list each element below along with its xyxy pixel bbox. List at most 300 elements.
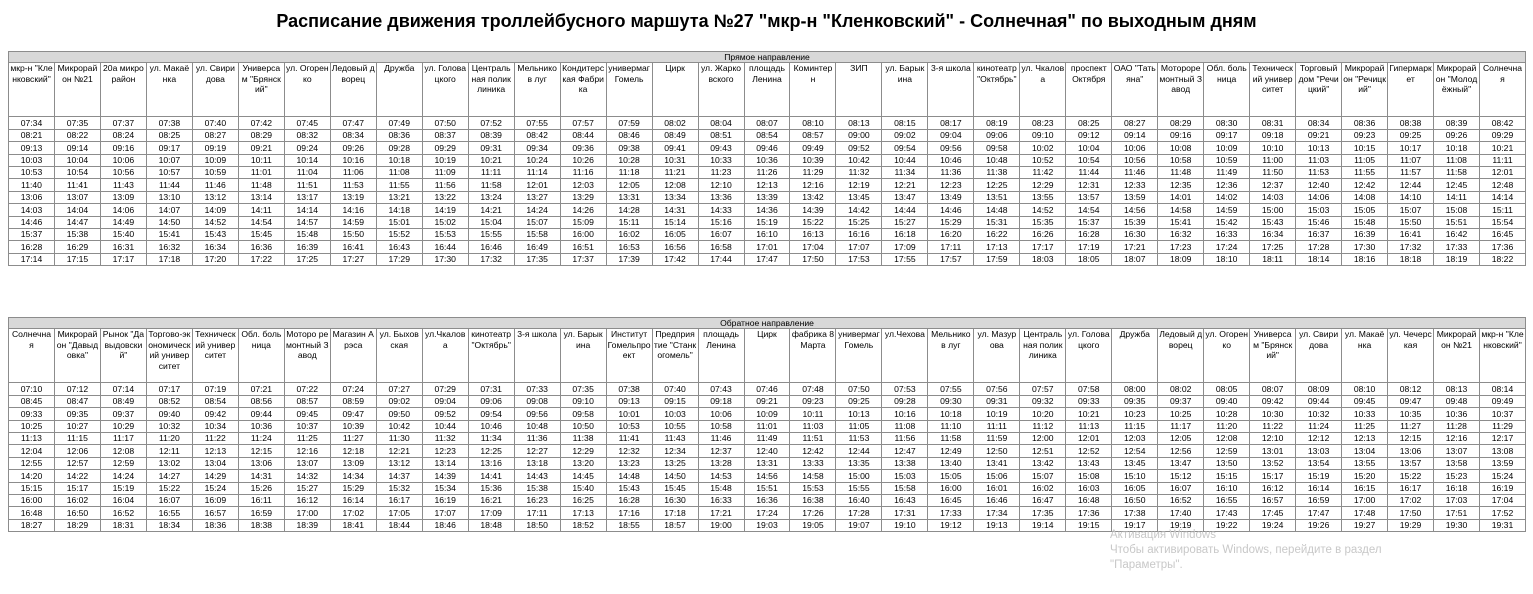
time-cell: 17:03 [1434, 494, 1480, 506]
time-cell: 12:06 [54, 445, 100, 457]
time-cell: 15:50 [1388, 216, 1434, 228]
time-cell: 14:29 [192, 470, 238, 482]
time-cell: 15:20 [1342, 470, 1388, 482]
time-cell: 13:47 [882, 191, 928, 203]
time-cell: 13:59 [1480, 457, 1526, 469]
time-cell: 16:22 [974, 228, 1020, 240]
timetable-row [9, 204, 1526, 216]
time-cell: 17:50 [1388, 507, 1434, 519]
time-cell: 12:21 [882, 179, 928, 191]
time-cell: 09:25 [1388, 129, 1434, 141]
time-cell: 09:16 [1158, 129, 1204, 141]
time-cell: 07:59 [606, 117, 652, 129]
time-cell: 08:19 [974, 117, 1020, 129]
time-cell: 07:55 [514, 117, 560, 129]
backward-stops-row [9, 329, 1526, 383]
stop-name: ул. Огоренко [1204, 329, 1250, 383]
time-cell: 17:47 [1296, 507, 1342, 519]
stop-name: ул. Мазурова [974, 329, 1020, 383]
backward-timetable [8, 317, 1526, 532]
time-cell: 16:58 [698, 241, 744, 253]
stop-name: ул. Быховская [376, 329, 422, 383]
time-cell: 17:53 [836, 253, 882, 265]
time-cell: 16:02 [1020, 482, 1066, 494]
time-cell: 15:22 [146, 482, 192, 494]
timetable-row [9, 507, 1526, 519]
time-cell: 11:10 [928, 420, 974, 432]
time-cell: 11:38 [560, 432, 606, 444]
stop-name: ул. Барыкина [560, 329, 606, 383]
time-cell: 10:10 [1250, 142, 1296, 154]
time-cell: 16:45 [1480, 228, 1526, 240]
time-cell: 17:47 [744, 253, 790, 265]
time-cell: 13:23 [606, 457, 652, 469]
time-cell: 10:03 [9, 154, 55, 166]
stop-name: Цирк [744, 329, 790, 383]
time-cell: 10:58 [1158, 154, 1204, 166]
time-cell: 07:50 [422, 117, 468, 129]
time-cell: 12:27 [514, 445, 560, 457]
time-cell: 17:33 [928, 507, 974, 519]
time-cell: 14:09 [192, 204, 238, 216]
time-cell: 11:08 [376, 166, 422, 178]
time-cell: 14:03 [9, 204, 55, 216]
time-cell: 16:49 [514, 241, 560, 253]
time-cell: 17:28 [836, 507, 882, 519]
time-cell: 09:54 [468, 408, 514, 420]
stop-name: Ледовый дворец [330, 63, 376, 117]
time-cell: 14:14 [284, 204, 330, 216]
time-cell: 11:06 [330, 166, 376, 178]
time-cell: 11:34 [468, 432, 514, 444]
time-cell: 12:34 [652, 445, 698, 457]
time-cell: 16:12 [284, 494, 330, 506]
time-cell: 16:30 [1112, 228, 1158, 240]
time-cell: 16:59 [1296, 494, 1342, 506]
time-cell: 11:20 [1204, 420, 1250, 432]
time-cell: 16:16 [836, 228, 882, 240]
stop-name: Универсам "Брянский" [238, 63, 284, 117]
time-cell: 16:10 [744, 228, 790, 240]
time-cell: 08:38 [1388, 117, 1434, 129]
time-cell: 10:33 [1342, 408, 1388, 420]
time-cell: 08:00 [1112, 383, 1158, 395]
time-cell: 07:31 [468, 383, 514, 395]
time-cell: 09:21 [1296, 129, 1342, 141]
time-cell: 11:36 [928, 166, 974, 178]
time-cell: 11:46 [1112, 166, 1158, 178]
time-cell: 09:48 [1434, 395, 1480, 407]
time-cell: 19:13 [974, 519, 1020, 531]
time-cell: 09:29 [422, 142, 468, 154]
time-cell: 09:14 [1112, 129, 1158, 141]
time-cell: 17:01 [744, 241, 790, 253]
time-cell: 15:48 [284, 228, 330, 240]
time-cell: 14:31 [238, 470, 284, 482]
time-cell: 14:53 [698, 470, 744, 482]
time-cell: 15:15 [1204, 470, 1250, 482]
stop-name: мкр-н "Кленковский" [9, 63, 55, 117]
time-cell: 10:37 [284, 420, 330, 432]
time-cell: 15:39 [1112, 216, 1158, 228]
time-cell: 15:48 [1342, 216, 1388, 228]
time-cell: 16:53 [606, 241, 652, 253]
time-cell: 17:09 [882, 241, 928, 253]
time-cell: 12:03 [1112, 432, 1158, 444]
time-cell: 12:29 [560, 445, 606, 457]
time-cell: 10:13 [836, 408, 882, 420]
time-cell: 14:49 [100, 216, 146, 228]
time-cell: 15:25 [836, 216, 882, 228]
time-cell: 12:18 [330, 445, 376, 457]
time-cell: 11:44 [1066, 166, 1112, 178]
time-cell: 12:44 [836, 445, 882, 457]
time-cell: 17:13 [974, 241, 1020, 253]
stop-name: Микрорайон №21 [54, 63, 100, 117]
time-cell: 14:44 [882, 204, 928, 216]
time-cell: 08:29 [238, 129, 284, 141]
time-cell: 09:29 [1480, 129, 1526, 141]
time-cell: 07:57 [560, 117, 606, 129]
timetable-row [9, 383, 1526, 395]
time-cell: 08:30 [1204, 117, 1250, 129]
time-cell: 13:04 [1342, 445, 1388, 457]
time-cell: 09:45 [284, 408, 330, 420]
time-cell: 09:21 [744, 395, 790, 407]
time-cell: 16:43 [376, 241, 422, 253]
time-cell: 13:57 [1066, 191, 1112, 203]
time-cell: 09:31 [974, 395, 1020, 407]
time-cell: 07:35 [54, 117, 100, 129]
time-cell: 11:36 [514, 432, 560, 444]
timetable-row [9, 408, 1526, 420]
timetable-row [9, 457, 1526, 469]
time-cell: 13:36 [698, 191, 744, 203]
time-cell: 16:42 [1434, 228, 1480, 240]
time-cell: 13:59 [1112, 191, 1158, 203]
time-cell: 11:03 [1296, 154, 1342, 166]
time-cell: 08:12 [1388, 383, 1434, 395]
time-cell: 13:45 [1112, 457, 1158, 469]
time-cell: 19:00 [698, 519, 744, 531]
stop-name: Микрорайон "Молодёжный" [1434, 63, 1480, 117]
time-cell: 10:28 [606, 154, 652, 166]
time-cell: 12:37 [698, 445, 744, 457]
time-cell: 10:16 [330, 154, 376, 166]
time-cell: 10:31 [652, 154, 698, 166]
time-cell: 15:14 [652, 216, 698, 228]
time-cell: 09:06 [468, 395, 514, 407]
time-cell: 14:56 [1112, 204, 1158, 216]
time-cell: 12:16 [790, 179, 836, 191]
time-cell: 16:59 [238, 507, 284, 519]
time-cell: 17:23 [1158, 241, 1204, 253]
time-cell: 15:32 [376, 482, 422, 494]
time-cell: 11:32 [836, 166, 882, 178]
time-cell: 14:21 [468, 204, 514, 216]
time-cell: 08:22 [54, 129, 100, 141]
time-cell: 17:44 [698, 253, 744, 265]
time-cell: 13:31 [744, 457, 790, 469]
time-cell: 08:46 [606, 129, 652, 141]
time-cell: 16:00 [560, 228, 606, 240]
time-cell: 12:17 [1480, 432, 1526, 444]
time-cell: 12:01 [1480, 166, 1526, 178]
time-cell: 13:28 [698, 457, 744, 469]
time-cell: 08:07 [744, 117, 790, 129]
time-cell: 15:41 [146, 228, 192, 240]
time-cell: 12:51 [1020, 445, 1066, 457]
time-cell: 11:11 [468, 166, 514, 178]
timetable-row [9, 241, 1526, 253]
time-cell: 17:20 [192, 253, 238, 265]
time-cell: 19:22 [1204, 519, 1250, 531]
time-cell: 11:29 [1480, 420, 1526, 432]
time-cell: 15:12 [1158, 470, 1204, 482]
time-cell: 10:11 [238, 154, 284, 166]
time-cell: 16:23 [514, 494, 560, 506]
time-cell: 16:33 [698, 494, 744, 506]
backward-heading: Обратное направление [9, 318, 1526, 329]
timetable-row [9, 445, 1526, 457]
time-cell: 14:52 [1020, 204, 1066, 216]
time-cell: 14:45 [560, 470, 606, 482]
time-cell: 13:25 [652, 457, 698, 469]
time-cell: 11:53 [330, 179, 376, 191]
watermark-line-3: "Параметры". [1110, 559, 1183, 571]
time-cell: 13:07 [1434, 445, 1480, 457]
time-cell: 08:44 [560, 129, 606, 141]
time-cell: 17:25 [284, 253, 330, 265]
time-cell: 09:02 [376, 395, 422, 407]
time-cell: 09:47 [330, 408, 376, 420]
time-cell: 10:42 [376, 420, 422, 432]
timetable-row [9, 216, 1526, 228]
time-cell: 08:25 [146, 129, 192, 141]
timetable-row [9, 191, 1526, 203]
time-cell: 09:42 [192, 408, 238, 420]
time-cell: 13:14 [422, 457, 468, 469]
stop-name: Рынок "Давыдовский" [100, 329, 146, 383]
time-cell: 09:37 [1158, 395, 1204, 407]
time-cell: 16:39 [1342, 228, 1388, 240]
time-cell: 08:10 [1342, 383, 1388, 395]
time-cell: 14:58 [1158, 204, 1204, 216]
time-cell: 14:42 [836, 204, 882, 216]
time-cell: 14:50 [652, 470, 698, 482]
timetable-row [9, 395, 1526, 407]
time-cell: 09:40 [1204, 395, 1250, 407]
time-cell: 11:05 [1342, 154, 1388, 166]
stop-name: Торгово-экономический университет [146, 329, 192, 383]
time-cell: 16:57 [192, 507, 238, 519]
time-cell: 16:19 [422, 494, 468, 506]
time-cell: 11:15 [54, 432, 100, 444]
time-cell: 14:54 [238, 216, 284, 228]
time-cell: 11:18 [606, 166, 652, 178]
time-cell: 11:41 [54, 179, 100, 191]
time-cell: 10:56 [1112, 154, 1158, 166]
stop-name: 3-я школа [928, 63, 974, 117]
time-cell: 13:49 [928, 191, 974, 203]
time-cell: 12:59 [1204, 445, 1250, 457]
time-cell: 11:04 [284, 166, 330, 178]
time-cell: 12:37 [1250, 179, 1296, 191]
stop-name: Микрорайон №21 [1434, 329, 1480, 383]
time-cell: 13:08 [1480, 445, 1526, 457]
time-cell: 09:00 [836, 129, 882, 141]
time-cell: 15:34 [422, 482, 468, 494]
time-cell: 17:16 [606, 507, 652, 519]
time-cell: 13:43 [1066, 457, 1112, 469]
time-cell: 14:58 [790, 470, 836, 482]
time-cell: 16:32 [1158, 228, 1204, 240]
stop-name: Технический университет [1250, 63, 1296, 117]
time-cell: 13:18 [514, 457, 560, 469]
time-cell: 10:46 [468, 420, 514, 432]
time-cell: 12:25 [468, 445, 514, 457]
time-cell: 13:20 [560, 457, 606, 469]
time-cell: 10:04 [1066, 142, 1112, 154]
time-cell: 19:14 [1020, 519, 1066, 531]
time-cell: 07:34 [9, 117, 55, 129]
time-cell: 10:42 [836, 154, 882, 166]
time-cell: 15:05 [1342, 204, 1388, 216]
time-cell: 15:53 [422, 228, 468, 240]
time-cell: 18:05 [1066, 253, 1112, 265]
time-cell: 11:48 [238, 179, 284, 191]
time-cell: 16:45 [928, 494, 974, 506]
time-cell: 10:21 [1480, 142, 1526, 154]
time-cell: 14:16 [330, 204, 376, 216]
time-cell: 12:35 [1158, 179, 1204, 191]
time-cell: 11:46 [192, 179, 238, 191]
time-cell: 17:24 [744, 507, 790, 519]
time-cell: 13:35 [836, 457, 882, 469]
time-cell: 09:44 [238, 408, 284, 420]
time-cell: 14:06 [100, 204, 146, 216]
time-cell: 16:31 [100, 241, 146, 253]
time-cell: 15:05 [928, 470, 974, 482]
time-cell: 11:58 [928, 432, 974, 444]
time-cell: 09:31 [468, 142, 514, 154]
time-cell: 09:25 [836, 395, 882, 407]
time-cell: 19:19 [1158, 519, 1204, 531]
time-cell: 10:32 [146, 420, 192, 432]
time-cell: 11:32 [422, 432, 468, 444]
time-cell: 17:09 [468, 507, 514, 519]
time-cell: 12:08 [1204, 432, 1250, 444]
time-cell: 15:38 [54, 228, 100, 240]
time-cell: 15:51 [1434, 216, 1480, 228]
time-cell: 16:12 [1250, 482, 1296, 494]
timetable-row [9, 420, 1526, 432]
time-cell: 13:09 [330, 457, 376, 469]
time-cell: 10:33 [698, 154, 744, 166]
time-cell: 09:46 [744, 142, 790, 154]
time-cell: 16:55 [146, 507, 192, 519]
time-cell: 16:14 [1296, 482, 1342, 494]
time-cell: 15:58 [882, 482, 928, 494]
stop-name: Солнечная [1480, 63, 1526, 117]
time-cell: 10:09 [192, 154, 238, 166]
time-cell: 12:31 [1066, 179, 1112, 191]
time-cell: 15:24 [192, 482, 238, 494]
time-cell: 15:37 [9, 228, 55, 240]
time-cell: 18:09 [1158, 253, 1204, 265]
time-cell: 16:48 [1066, 494, 1112, 506]
time-cell: 12:57 [54, 457, 100, 469]
stop-name: проспект Октября [1066, 63, 1112, 117]
time-cell: 11:20 [146, 432, 192, 444]
stop-name: ЗИП [836, 63, 882, 117]
time-cell: 08:36 [1342, 117, 1388, 129]
time-cell: 16:34 [1250, 228, 1296, 240]
time-cell: 16:40 [836, 494, 882, 506]
time-cell: 10:11 [790, 408, 836, 420]
stop-name: Мотороремонтный Завод [1158, 63, 1204, 117]
time-cell: 12:23 [422, 445, 468, 457]
time-cell: 17:27 [330, 253, 376, 265]
time-cell: 15:43 [606, 482, 652, 494]
time-cell: 09:10 [1020, 129, 1066, 141]
time-cell: 19:26 [1296, 519, 1342, 531]
time-cell: 07:37 [100, 117, 146, 129]
time-cell: 07:55 [928, 383, 974, 395]
time-cell: 11:40 [9, 179, 55, 191]
time-cell: 10:07 [146, 154, 192, 166]
time-cell: 12:12 [1296, 432, 1342, 444]
time-cell: 09:23 [1342, 129, 1388, 141]
time-cell: 16:48 [9, 507, 55, 519]
time-cell: 12:00 [1020, 432, 1066, 444]
stop-name: ул. Макаёнка [1342, 329, 1388, 383]
time-cell: 18:22 [1480, 253, 1526, 265]
time-cell: 08:27 [1112, 117, 1158, 129]
time-cell: 12:32 [606, 445, 652, 457]
time-cell: 07:45 [284, 117, 330, 129]
time-cell: 08:02 [1158, 383, 1204, 395]
timetable-row [9, 432, 1526, 444]
stop-name: ул. Свиридова [192, 63, 238, 117]
timetable-row [9, 470, 1526, 482]
time-cell: 08:37 [422, 129, 468, 141]
time-cell: 08:25 [1066, 117, 1112, 129]
stop-name: площадь Ленина [698, 329, 744, 383]
time-cell: 16:07 [146, 494, 192, 506]
time-cell: 09:36 [560, 142, 606, 154]
time-cell: 17:35 [1020, 507, 1066, 519]
time-cell: 10:58 [698, 420, 744, 432]
stop-name: Центральная поликлиника [1020, 329, 1066, 383]
time-cell: 19:31 [1480, 519, 1526, 531]
time-cell: 15:22 [1388, 470, 1434, 482]
time-cell: 13:06 [238, 457, 284, 469]
time-cell: 07:14 [100, 383, 146, 395]
time-cell: 10:06 [1112, 142, 1158, 154]
time-cell: 17:33 [1434, 241, 1480, 253]
time-cell: 11:12 [1020, 420, 1066, 432]
time-cell: 13:51 [974, 191, 1020, 203]
stop-name: ОАО "Татьяна" [1112, 63, 1158, 117]
time-cell: 10:18 [928, 408, 974, 420]
time-cell: 17:59 [974, 253, 1020, 265]
time-cell: 13:55 [1020, 191, 1066, 203]
time-cell: 14:41 [468, 470, 514, 482]
stop-name: Моторо ремонтный Завод [284, 329, 330, 383]
time-cell: 18:46 [422, 519, 468, 531]
time-cell: 09:17 [146, 142, 192, 154]
